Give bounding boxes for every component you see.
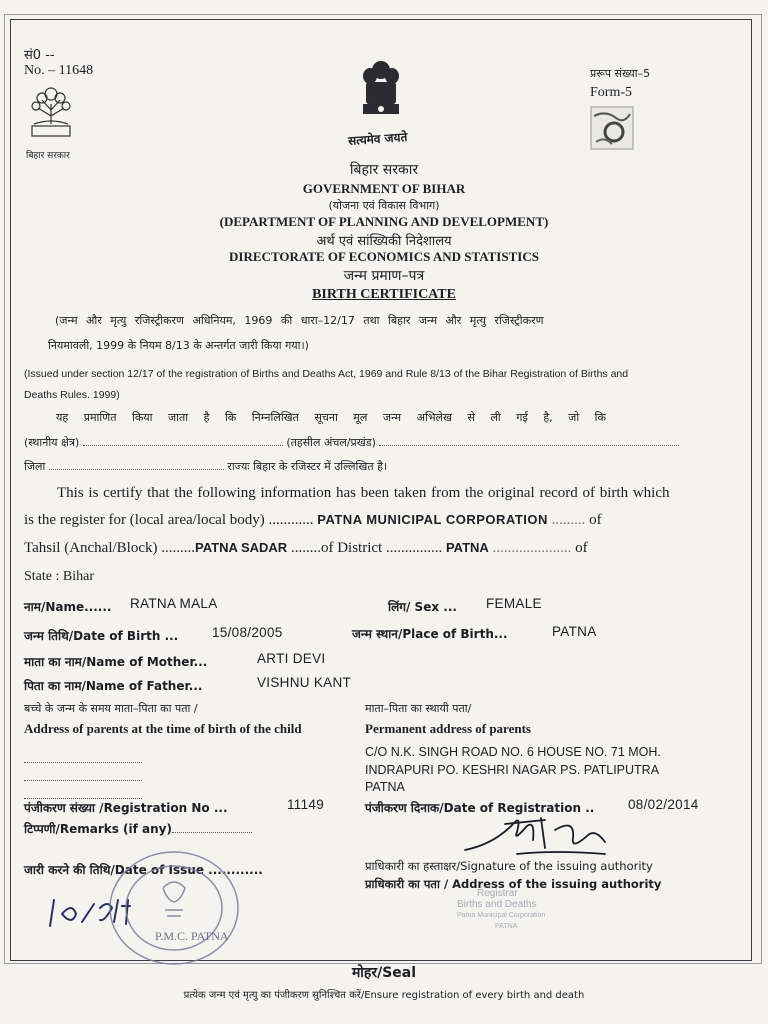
permanent-address-line-2: INDRAPURI PO. KESHRI NAGAR PS. PATLIPUTRA xyxy=(365,763,660,777)
seal-label: मोहर/Seal xyxy=(351,965,417,981)
government-title: GOVERNMENT OF BIHAR xyxy=(302,181,466,196)
birth-address-label: Address of parents at the time of birth of the child xyxy=(24,721,302,736)
footer-slogan: प्रत्येक जन्म एवं मृत्यु का पंजीकरण सुनिश्चित करें/Ensure registration of every birth and death xyxy=(183,990,585,1001)
national-emblem-icon xyxy=(360,58,402,124)
act-reference-hindi-1: (जन्म और मृत्यु रजिस्ट्रीकरण अधिनियम, 1969 की धारा–12/17 तथा बिहार जन्म और मृत्यु रजिस्ट्रीकरण xyxy=(55,314,544,327)
act-reference-en-2: Deaths Rules. 1999) xyxy=(24,389,120,401)
registration-no-value: 11149 xyxy=(287,797,325,812)
local-area-hindi: (स्थानीय क्षेत्र) (तहसील अंचल/प्रखंड) xyxy=(24,435,679,450)
birth-address-blank-1 xyxy=(24,750,142,768)
district-hindi: जिला राज्यः बिहार के रजिस्टर में उल्लिखित है। xyxy=(24,460,388,473)
registration-date-value: 08/02/2014 xyxy=(628,797,699,812)
department-hindi: (योजना एवं विकास विभाग) xyxy=(328,199,440,212)
dob-value: 15/08/2005 xyxy=(212,625,283,640)
issue-date-label: जारी करने की तिथि/Date of Issue ............ xyxy=(24,863,263,877)
permanent-address-line-1: C/O N.K. SINGH ROAD NO. 6 HOUSE NO. 71 MOH. xyxy=(365,745,661,759)
birth-address-blank-2 xyxy=(24,768,142,786)
authority-signature xyxy=(455,810,615,860)
sex-value: FEMALE xyxy=(486,596,542,611)
authority-address-label: प्राधिकारी का पता / Address of the issuing authority xyxy=(365,877,662,891)
dob-label: जन्म तिथि/Date of Birth ... xyxy=(24,629,179,643)
round-seal-stamp xyxy=(105,848,243,968)
form-number-hindi: प्ररूप संख्या–5 xyxy=(590,67,651,80)
registration-date-label: पंजीकरण दिनाक/Date of Registration .. xyxy=(365,801,595,815)
birth-address-hindi: बच्चे के जन्म के समय माता–पिता का पता / xyxy=(24,702,198,715)
state-line: State : Bihar xyxy=(24,569,94,584)
serial-hindi: सं0 -- xyxy=(24,48,55,63)
directorate-hindi: अर्थ एवं सांख्यिकी निदेशालय xyxy=(316,234,452,249)
act-reference-en-1: (Issued under section 12/17 of the registration of Births and Deaths Act, 1969 and Rule 8/13 of the Bihar Registration of Births and xyxy=(24,368,629,380)
tahsil-value: PATNA SADAR xyxy=(195,540,288,555)
bihar-sarkar-title: बिहार सरकार xyxy=(349,162,419,178)
pob-label: जन्म स्थान/Place of Birth... xyxy=(352,627,508,641)
registration-no-label: पंजीकरण संख्या /Registration No ... xyxy=(24,801,228,815)
certify-hindi-line: यह प्रमाणित किया जाता है कि निम्नलिखित सूचना मूल जन्म अभिलेख से ली गई है, जो कि xyxy=(56,411,606,424)
permanent-address-label: Permanent address of parents xyxy=(365,721,531,736)
certificate-title-hindi: जन्म प्रमाण–पत्र xyxy=(343,268,425,284)
certificate-title: BIRTH CERTIFICATE xyxy=(312,287,456,302)
father-label: पिता का नाम/Name of Father... xyxy=(24,679,203,693)
mother-value: ARTI DEVI xyxy=(257,651,326,666)
permanent-address-hindi: माता–पिता का स्थायी पता/ xyxy=(365,702,472,715)
certify-en-line: This is certify that the following information has been taken from the original record of birth which xyxy=(57,485,670,501)
emblem-motto: सत्यमेव जयते xyxy=(347,129,408,149)
district-value: PATNA xyxy=(445,540,489,555)
father-value: VISHNU KANT xyxy=(257,675,352,690)
serial-number: No. – 11648 xyxy=(24,63,94,78)
local-body-line: is the register for (local area/local body) ............ PATNA MUNICIPAL CORPORATION ......... of xyxy=(24,512,602,528)
local-body-value: PATNA MUNICIPAL CORPORATION xyxy=(317,512,548,527)
name-label: नाम/Name...... xyxy=(24,600,112,614)
name-value: RATNA MALA xyxy=(130,596,218,611)
directorate-title: DIRECTORATE OF ECONOMICS AND STATISTICS xyxy=(229,249,539,264)
authority-stamp: Registrar Births and Deaths Patna Municipal Corporation PATNA xyxy=(457,888,546,930)
permanent-address-line-3: PATNA xyxy=(365,780,405,794)
form-number: Form-5 xyxy=(590,85,632,100)
bihar-seal-logo xyxy=(24,84,78,144)
photo-placeholder xyxy=(590,106,634,150)
mother-label: माता का नाम/Name of Mother... xyxy=(24,655,208,669)
pob-value: PATNA xyxy=(552,624,597,639)
bihar-seal-caption: बिहार सरकार xyxy=(26,151,70,161)
seal-text: P.M.C. PATNA xyxy=(155,929,229,943)
department-title: (DEPARTMENT OF PLANNING AND DEVELOPMENT) xyxy=(219,214,549,229)
tahsil-line: Tahsil (Anchal/Block) .........PATNA SADAR ........of District ............... PATNA ..................... of xyxy=(24,540,588,556)
remarks-label: टिप्पणी/Remarks (if any) xyxy=(24,820,252,837)
act-reference-hindi-2: नियमावली, 1999 के नियम 8/13 के अन्तर्गत जारी किया गया।) xyxy=(48,339,309,352)
signature-label: प्राधिकारी का हस्ताक्षर/Signature of the issuing authority xyxy=(365,859,653,873)
sex-label: लिंग/ Sex ... xyxy=(388,600,457,614)
